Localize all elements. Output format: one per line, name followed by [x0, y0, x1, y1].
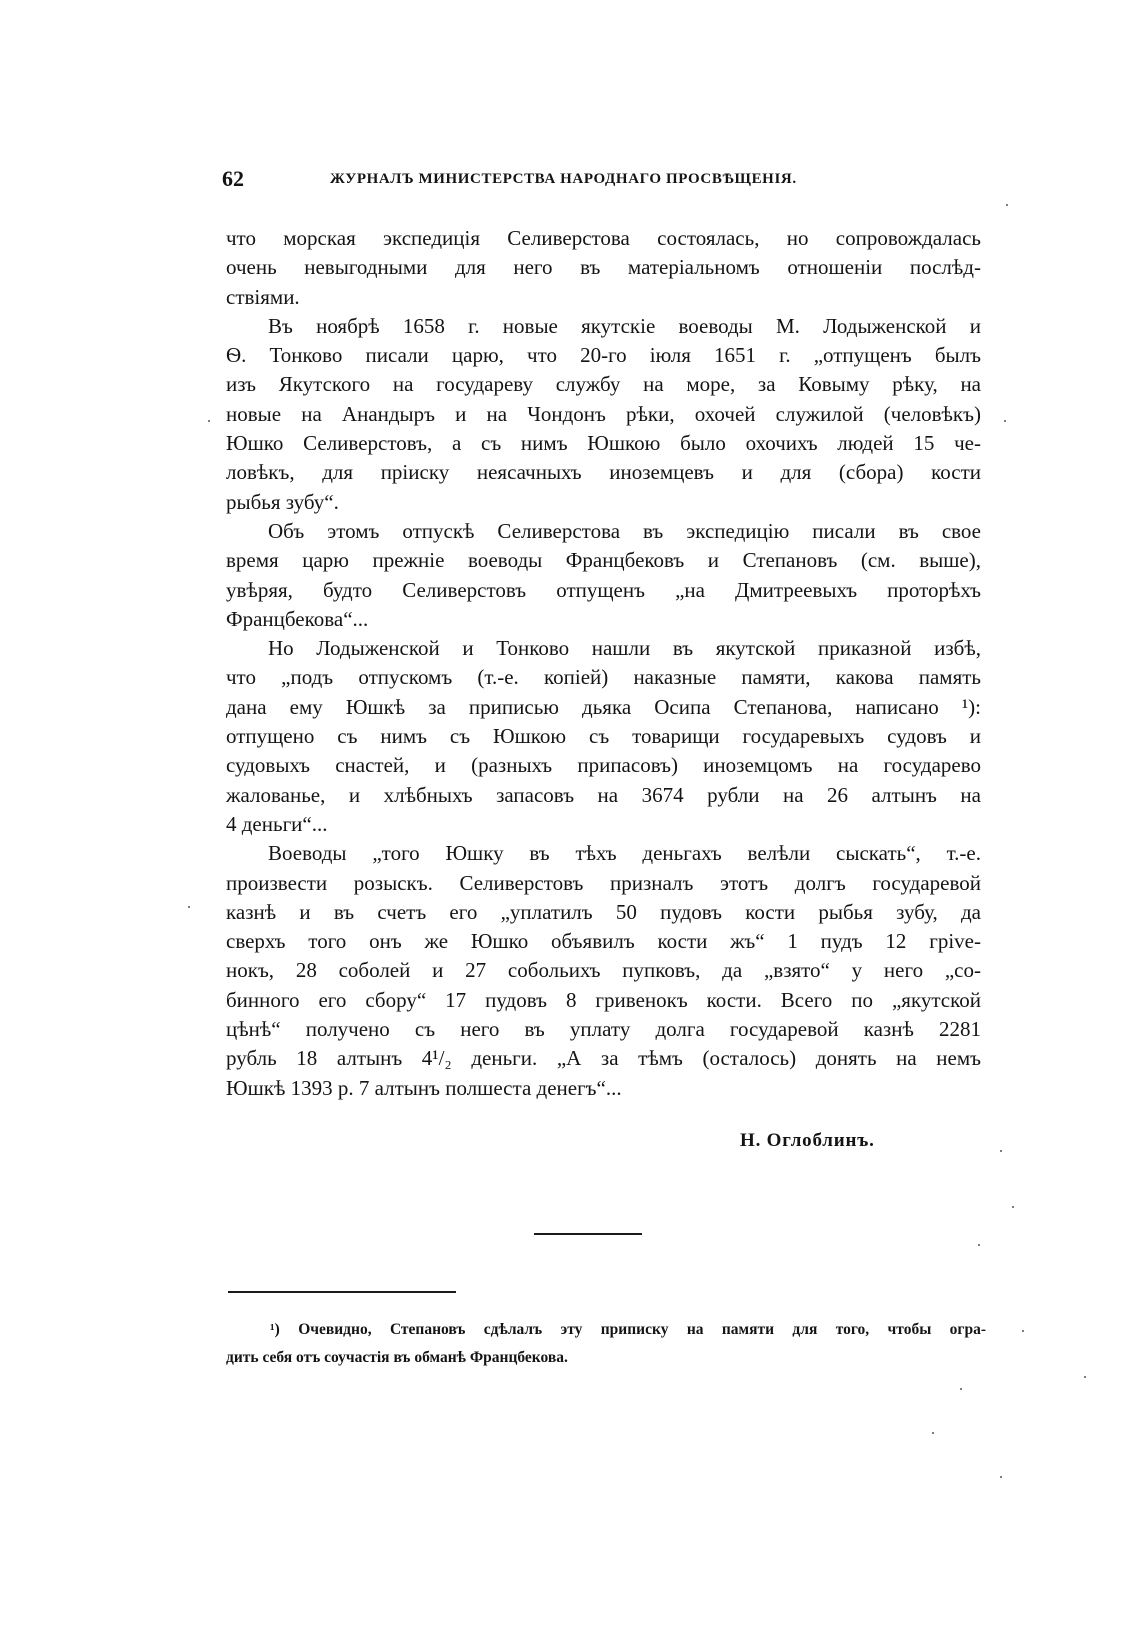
text-line: цѣнѣ“ получено съ него въ уплату долга государевой казнѣ 2281 — [226, 1017, 981, 1042]
text-line: Воеводы „того Юшку въ тѣхъ деньгахъ велѣли сыскать“, т.-е. — [268, 841, 981, 866]
running-title: ЖУРНАЛЪ МИНИСТЕРСТВА НАРОДНАГО ПРОСВѢЩЕНІЯ. — [330, 171, 797, 187]
text-line: жалованье, и хлѣбныхъ запасовъ на 3674 рубли на 26 алтынъ на — [226, 782, 981, 807]
text-line: судовыхъ снастей, и (разныхъ припасовъ) иноземцомъ на государево — [226, 753, 981, 778]
text-line: Объ этомъ отпускѣ Селиверстова въ экспедицію писали въ свое — [268, 518, 981, 543]
text-line: Францбекова“... — [226, 606, 369, 631]
text-line: что „подъ отпускомъ (т.-е. копіей) наказные памяти, какова память — [226, 665, 981, 690]
text-line: Но Лодыженской и Тонково нашли въ якутской приказной избѣ, — [268, 636, 981, 661]
footnote-line: ¹) Очевидно, Степановъ сдѣлалъ эту приписку на памяти для того, чтобы огра- — [270, 1321, 986, 1338]
text-line: ствіями. — [226, 284, 300, 309]
text-line: новые на Анандыръ и на Чондонъ рѣки, охочей служилой (человѣкъ) — [226, 401, 981, 426]
footnote-rule — [228, 1291, 456, 1293]
section-divider — [534, 1233, 642, 1235]
text-line: Юшкѣ 1393 р. 7 алтынъ полшеста денегъ“... — [226, 1075, 622, 1100]
text-line: рубль 18 алтынъ 4¹/₂ деньги. „А за тѣмъ (осталось) донять на немъ — [226, 1046, 981, 1071]
text-line: ловѣкъ, для пріиску неясачныхъ иноземцевъ и для (сбора) кости — [226, 460, 981, 485]
footnote-line: дить себя отъ соучастія въ обманѣ Францбекова. — [226, 1349, 568, 1366]
text-line: увѣряя, будто Селиверстовъ отпущенъ „на Дмитреевыхъ проторѣхъ — [226, 577, 981, 602]
text-line: Юшко Селиверстовъ, а съ нимъ Юшкою было охочихъ людей 15 че- — [226, 431, 981, 456]
text-line: изъ Якутского на государеву службу на море, за Ковыму рѣку, на — [226, 372, 981, 397]
text-line: отпущено съ нимъ съ Юшкою съ товарищи государевыхъ судовъ и — [226, 724, 981, 749]
footnotes — [226, 1316, 986, 1372]
page-number: 62 — [222, 166, 244, 191]
text-line: сверхъ того онъ же Юшко объявилъ кости жъ“ 1 пудъ 12 грive- — [226, 929, 981, 954]
main-text — [226, 224, 981, 1103]
text-line: очень невыгодными для него въ матеріальномъ отношеніи послѣд- — [226, 255, 981, 280]
text-line: 4 деньги“... — [226, 811, 328, 836]
text-line: дана ему Юшкѣ за приписью дьяка Осипа Степанова, написано ¹): — [226, 694, 981, 719]
text-line: Въ ноябрѣ 1658 г. новые якутскіе воеводы М. Лодыженской и — [268, 313, 981, 338]
text-line: что морская экспедиція Селиверстова состоялась, но сопровождалась — [226, 226, 981, 250]
text-line: казнѣ и въ счетъ его „уплатилъ 50 пудовъ кости рыбья зубу, да — [226, 899, 981, 924]
text-line: время царю прежніе воеводы Францбековъ и Степановъ (см. выше), — [226, 548, 981, 573]
page-header — [222, 166, 982, 196]
author-signature: Н. Оглоблинъ. — [740, 1130, 875, 1151]
text-line: произвести розыскъ. Селиверстовъ призналъ этотъ долгъ государевой — [226, 870, 981, 895]
text-line: нокъ, 28 соболей и 27 собольихъ пупковъ, да „взято“ у него „со- — [226, 958, 981, 983]
text-line: бинного его сбору“ 17 пудовъ 8 гривенокъ кости. Всего по „якутской — [226, 987, 981, 1012]
text-line: рыбья зубу“. — [226, 489, 339, 514]
text-line: Ѳ. Тонково писали царю, что 20-го іюля 1651 г. „отпущенъ былъ — [226, 343, 981, 368]
